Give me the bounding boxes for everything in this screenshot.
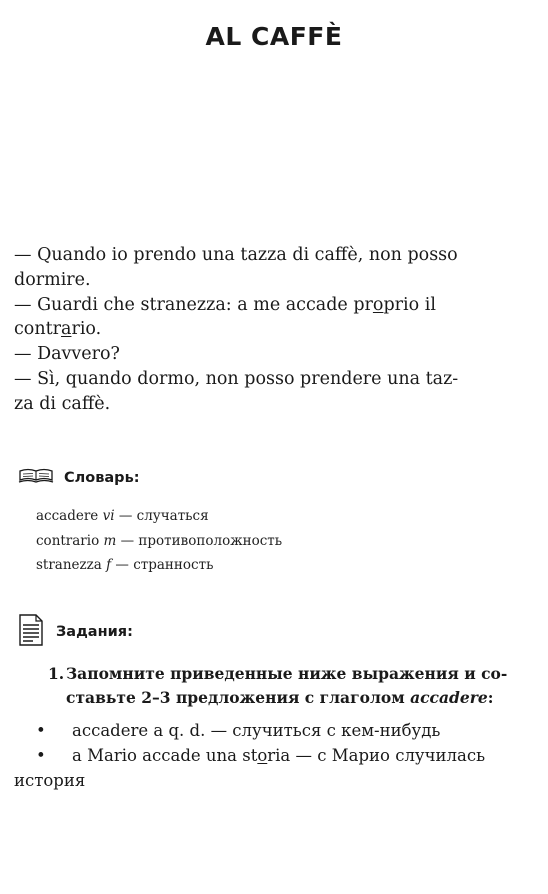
vocabulary-heading [18, 468, 140, 488]
vocabulary-label: Словарь: [64, 470, 140, 486]
bullet-icon: • [36, 746, 46, 765]
list-item: • a Mario accade una storia — с Марио случилась история [14, 743, 534, 793]
task-number: 1. [48, 664, 65, 683]
tasks-heading [18, 614, 133, 650]
bullet-icon: • [36, 721, 46, 740]
vocab-entry: contrario m — противоположность [36, 532, 283, 549]
page-title: AL CAFFÈ [205, 22, 343, 51]
expression-list [14, 718, 534, 793]
task-item [48, 662, 534, 710]
book-icon [18, 468, 54, 488]
dialogue-line: — Guardi che stranezza: a me accade proprio il contrario. [14, 294, 436, 340]
dialogue-line: — Sì, quando dormo, non posso prendere una taz- za di caffè. [14, 368, 459, 414]
vocabulary-list [36, 504, 516, 578]
dialogue-text [14, 243, 534, 417]
vocab-entry: stranezza f — странность [36, 557, 214, 573]
document-icon [18, 614, 44, 650]
dialogue-line: — Quando io prendo una tazza di caffè, non posso dormire. [14, 245, 458, 290]
task-text: Запомните приведенные ниже выражения и со- ставьте 2–3 предложения с глаголом accadere: [66, 664, 508, 707]
dialogue-line: — Davvero? [14, 344, 120, 365]
tasks-label: Задания: [56, 624, 133, 640]
list-item: • accadere a q. d. — случиться с кем-нибудь [14, 718, 534, 743]
vocab-entry: accadere vi — случаться [36, 508, 209, 524]
